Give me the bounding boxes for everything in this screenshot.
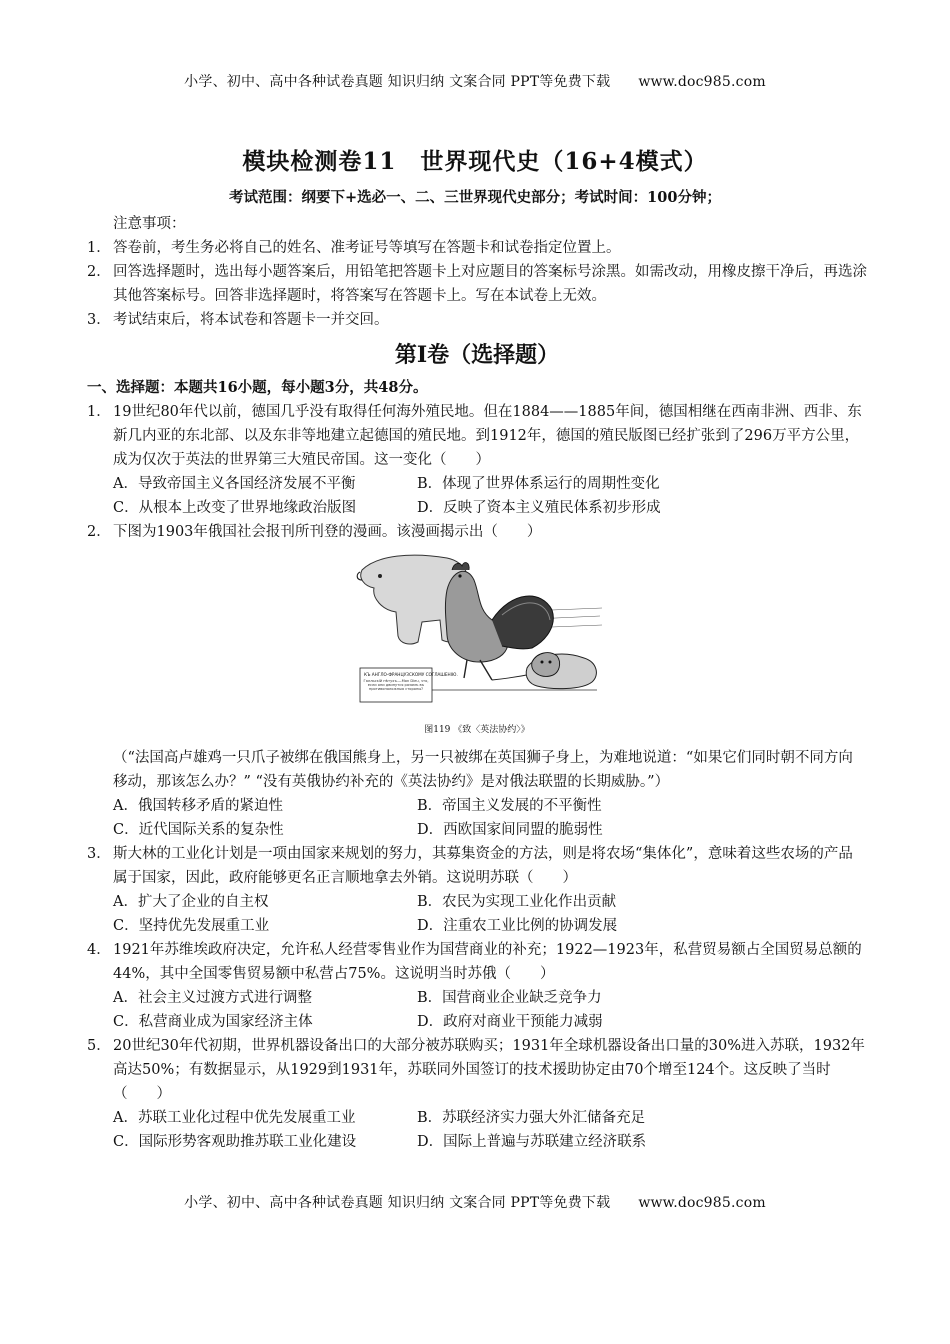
cartoon-quote: （“法国高卢雄鸡一只爪子被绑在俄国熊身上，另一只被绑在英国狮子身上，为难地说道：“如果它们同时朝不同方向移动，那该怎么办？” “没有英俄协约补充的《英法协约》是对俄法联盟的长期威胁。”） xyxy=(113,750,853,790)
option-a[interactable]: A．导致帝国主义各国经济发展不平衡 xyxy=(113,476,356,492)
question-5 xyxy=(87,1034,867,1106)
note-item xyxy=(87,260,867,308)
option-d[interactable]: D．注重农工业比例的协调发展 xyxy=(417,918,618,934)
option-a[interactable]: A．社会主义过渡方式进行调整 xyxy=(113,990,312,1006)
option-b[interactable]: B．帝国主义发展的不平衡性 xyxy=(417,798,602,814)
cartoon-illustration xyxy=(352,550,602,710)
options-row xyxy=(87,1106,867,1130)
footer-banner-url[interactable]: www.doc985.com xyxy=(638,1195,766,1211)
note-number: 3． xyxy=(87,312,111,328)
header-banner-url[interactable]: www.doc985.com xyxy=(638,74,766,90)
note-item xyxy=(87,308,867,332)
options-row xyxy=(87,914,867,938)
exam-title: 模块检测卷11 世界现代史（16+4模式） xyxy=(242,148,708,175)
header-banner xyxy=(0,71,950,91)
option-b[interactable]: B．苏联经济实力强大外汇储备充足 xyxy=(417,1110,646,1126)
question-stem: 下图为1903年俄国社会报刊所刊登的漫画。该漫画揭示出（ ） xyxy=(113,524,542,540)
option-d[interactable]: D．国际上普遍与苏联建立经济联系 xyxy=(417,1134,647,1150)
question-number: 4． xyxy=(87,942,111,958)
note-item xyxy=(87,236,867,260)
note-number: 2． xyxy=(87,264,111,280)
question-4 xyxy=(87,938,867,986)
options-row xyxy=(87,818,867,842)
option-a[interactable]: A．扩大了企业的自主权 xyxy=(113,894,269,910)
option-c[interactable]: C．国际形势客观助推苏联工业化建设 xyxy=(113,1134,357,1150)
question-stem: 20世纪30年代初期，世界机器设备出口的大部分被苏联购买；1931年全球机器设备出口量的30%进入苏联，1932年高达50%；有数据显示，从1929到1931年，苏联同外国签订的技术援助协定由70个增至124个。这反映了当时（ ） xyxy=(113,1038,865,1102)
options-row xyxy=(87,794,867,818)
cartoon-caption: 图119 《致〈英法协约〉》 xyxy=(424,725,530,735)
question-number: 3． xyxy=(87,846,111,862)
option-a[interactable]: A．苏联工业化过程中优先发展重工业 xyxy=(113,1110,356,1126)
cartoon-sign-subtext: Галльскій пѣтухъ.—Mon Dieu, что, если они двинутся разомъ въ противоположныя стороны? xyxy=(363,679,429,692)
note-number: 1． xyxy=(87,240,111,256)
note-text: 回答选择题时，选出每小题答案后，用铅笔把答题卡上对应题目的答案标号涂黑。如需改动，用橡皮擦干净后，再选涂其他答案标号。回答非选择题时，将答案写在答题卡上。写在本试卷上无效。 xyxy=(113,264,867,304)
option-c[interactable]: C．坚持优先发展重工业 xyxy=(113,918,270,934)
exam-subtitle: 考试范围：纲要下+选必一、二、三世界现代史部分；考试时间：100分钟； xyxy=(229,189,721,206)
footer-banner xyxy=(0,1192,950,1212)
section-title: 第I卷（选择题） xyxy=(394,342,560,368)
option-a[interactable]: A．俄国转移矛盾的紧迫性 xyxy=(113,798,283,814)
option-c[interactable]: C．从根本上改变了世界地缘政治版图 xyxy=(113,500,357,516)
options-row xyxy=(87,986,867,1010)
question-stem: 1921年苏维埃政府决定，允许私人经营零售业作为国营商业的补充；1922—1923年，私营贸易额占全国贸易总额的44%，其中全国零售贸易额中私营占75%。这说明当时苏俄（ ） xyxy=(113,942,862,982)
options-row xyxy=(87,1010,867,1034)
note-text: 答卷前，考生务必将自己的姓名、准考证号等填写在答题卡和试卷指定位置上。 xyxy=(113,240,621,256)
options-row xyxy=(87,472,867,496)
option-b[interactable]: B．国营商业企业缺乏竞争力 xyxy=(417,990,602,1006)
question-stem: 斯大林的工业化计划是一项由国家来规划的努力，其募集资金的方法，则是将农场“集体化”，意味着这些农场的产品属于国家，因此，政府能够更名正言顺地拿去外销。这说明苏联（ ） xyxy=(113,846,853,886)
options-row xyxy=(87,1130,867,1154)
question-number: 1． xyxy=(87,404,111,420)
cartoon-figure xyxy=(87,550,867,742)
question-number: 2． xyxy=(87,524,111,540)
option-c[interactable]: C．私营商业成为国家经济主体 xyxy=(113,1014,313,1030)
question-stem: 19世纪80年代以前，德国几乎没有取得任何海外殖民地。但在1884——1885年间，德国相继在西南非洲、西非、东新几内亚的东北部、以及东非等地建立起德国的殖民地。到1912年，德国的殖民版图已经扩张到了296万平方公里，成为仅次于英法的世界第三大殖民帝国。这一变化（ ） xyxy=(113,404,862,468)
exam-body xyxy=(87,212,867,1154)
options-row xyxy=(87,890,867,914)
notes-heading: 注意事项： xyxy=(113,216,186,232)
option-d[interactable]: D．政府对商业干预能力减弱 xyxy=(417,1014,603,1030)
question-2 xyxy=(87,520,867,544)
note-text: 考试结束后，将本试卷和答题卡一并交回。 xyxy=(113,312,389,328)
cartoon-sign-text: КЪ АНГЛО-ФРАНЦУЗСКОМУ СОГЛАШЕНІЮ. xyxy=(364,672,458,677)
question-number: 5． xyxy=(87,1038,111,1054)
part-heading: 一、选择题：本题共16小题，每小题3分，共48分。 xyxy=(87,379,428,396)
option-d[interactable]: D．西欧国家间同盟的脆弱性 xyxy=(417,822,603,838)
options-row xyxy=(87,496,867,520)
footer-banner-text: 小学、初中、高中各种试卷真题 知识归纳 文案合同 PPT等免费下载 xyxy=(184,1195,611,1211)
option-d[interactable]: D．反映了资本主义殖民体系初步形成 xyxy=(417,500,661,516)
question-1 xyxy=(87,400,867,472)
question-3 xyxy=(87,842,867,890)
header-banner-text: 小学、初中、高中各种试卷真题 知识归纳 文案合同 PPT等免费下载 xyxy=(184,74,611,90)
option-b[interactable]: B．农民为实现工业化作出贡献 xyxy=(417,894,617,910)
option-b[interactable]: B．体现了世界体系运行的周期性变化 xyxy=(417,476,660,492)
option-c[interactable]: C．近代国际关系的复杂性 xyxy=(113,822,284,838)
